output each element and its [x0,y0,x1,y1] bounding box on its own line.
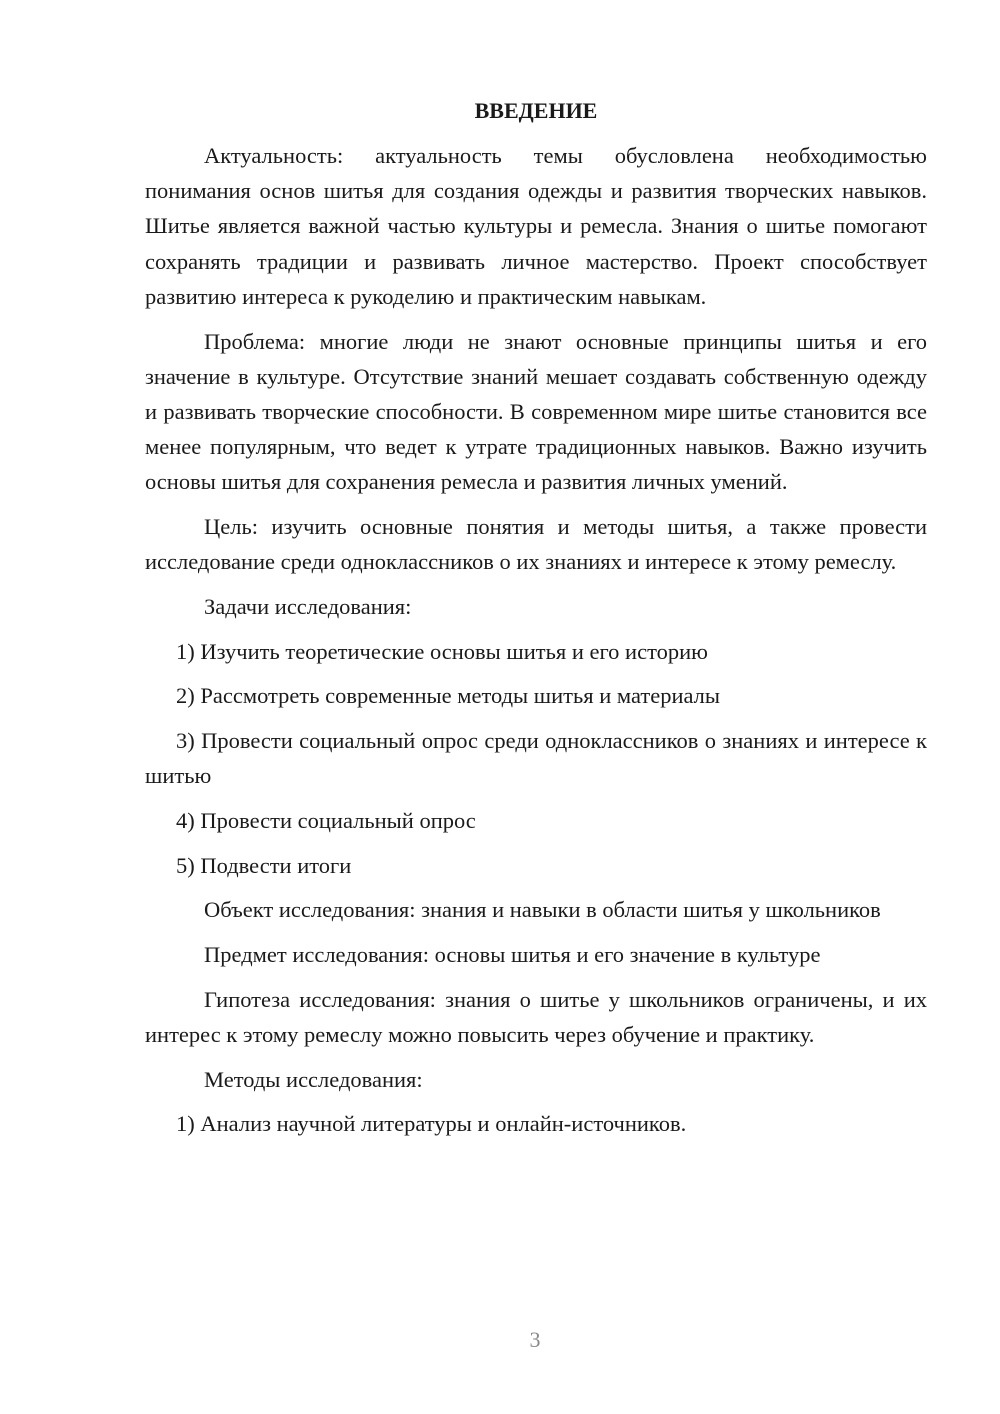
paragraph-subject: Предмет исследования: основы шитья и его значение в культуре [204,942,821,968]
paragraph-hypothesis: Гипотеза исследования: знания о шитье у школьников ограничены, и их интерес к этому ремеслу можно повысить через обучение и практику. [145,986,927,1047]
page-number: 3 [529,1327,541,1352]
page-content [145,96,927,1151]
task-item-5: 5) Подвести итоги [176,852,352,878]
paragraph-object: Объект исследования: знания и навыки в области шитья у школьников [204,897,881,923]
paragraph-relevance: Актуальность: актуальность темы обусловлена необходимостью понимания основ шитья для создания одежды и развития творческих навыков. Шитье является важной частью культуры и ремесла. Знания о шитье помогают сохранять традиции и развивать личное мастерство. Проект способствует развитию интереса к рукоделию и практическим навыкам. [145,143,927,309]
page-title: ВВЕДЕНИЕ [474,98,598,123]
method-item-1: 1) Анализ научной литературы и онлайн-источников. [176,1111,687,1137]
paragraph-goal: Цель: изучить основные понятия и методы шитья, а также провести исследование среди одноклассников о их знаниях и интересе к этому ремеслу. [145,514,927,575]
tasks-heading: Задачи исследования: [204,593,412,619]
task-item-1: 1) Изучить теоретические основы шитья и его историю [176,638,708,664]
task-item-3: 3) Провести социальный опрос среди одноклассников о знаниях и интересе к шитью [145,728,927,789]
methods-heading: Методы исследования: [204,1066,423,1092]
task-item-2: 2) Рассмотреть современные методы шитья и материалы [176,683,721,709]
paragraph-problem: Проблема: многие люди не знают основные принципы шитья и его значение в культуре. Отсутствие знаний мешает создавать собственную одежду и развивать творческие способности. В современном мире шитье становится все менее популярным, что ведет к утрате традиционных навыков. Важно изучить основы шитья для сохранения ремесла и развития личных умений. [145,328,927,495]
task-item-4: 4) Провести социальный опрос [176,807,476,833]
